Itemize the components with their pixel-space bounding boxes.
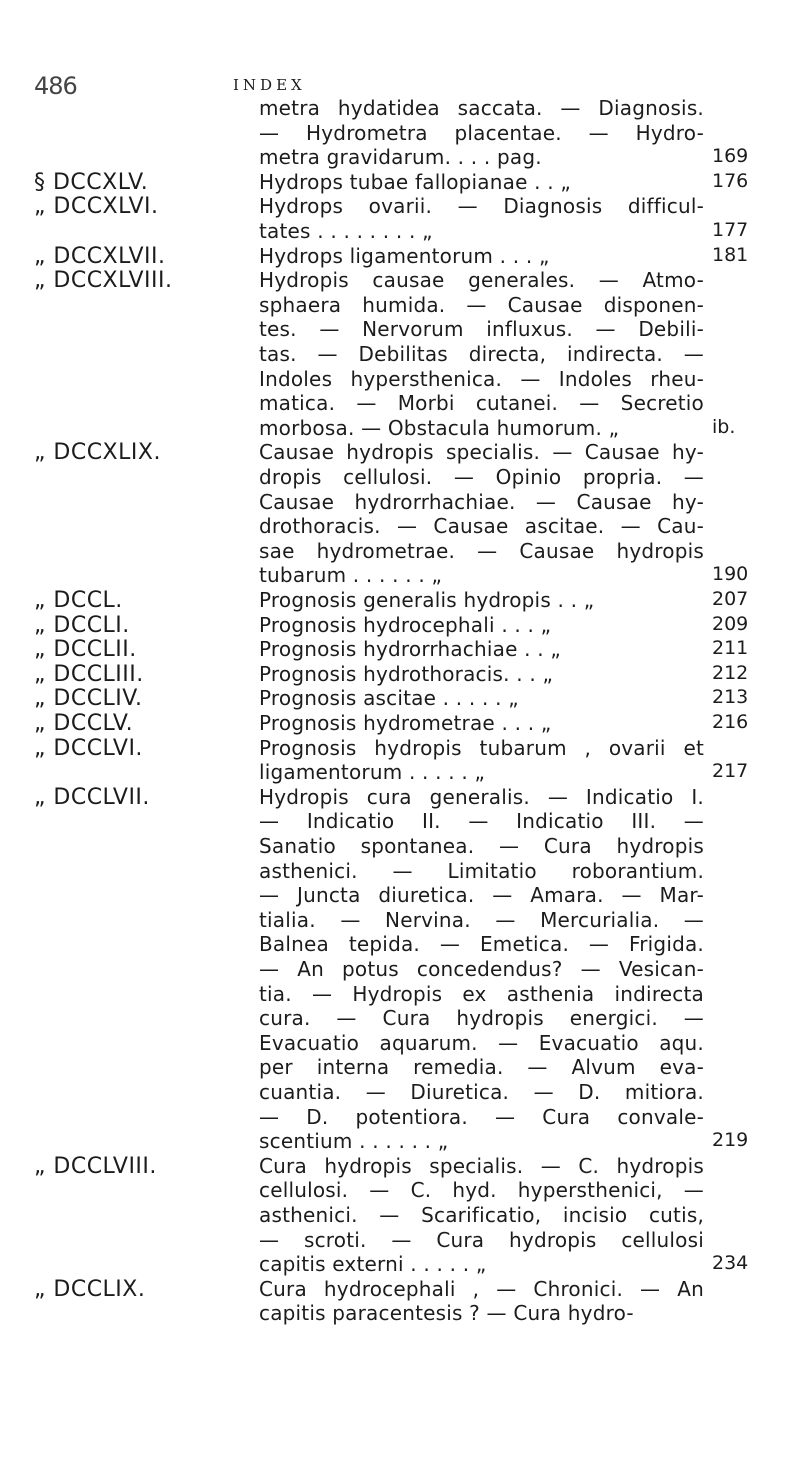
entry-line: metra hydatidea saccata. — Diagnosis.: [259, 96, 704, 120]
page-number: 486: [34, 72, 77, 100]
entry-line: scentium . . . . . . „: [259, 1129, 449, 1154]
section-number: „ DCCLV.: [34, 711, 134, 736]
section-number: „ DCCLIX.: [34, 1276, 146, 1302]
entry-text: [259, 662, 704, 687]
entry-text: [259, 613, 704, 638]
page-reference: 211: [712, 637, 749, 660]
section-number: „ DCCLIV.: [34, 686, 143, 712]
entry-line: per interna remedia. — Alvum eva-: [259, 1055, 704, 1080]
running-header: INDEX: [233, 76, 306, 94]
section-number: „ DCCLII.: [34, 637, 137, 663]
entry-line: — Juncta diuretica. — Amara. — Mar-: [259, 883, 704, 908]
entry-text: [259, 268, 704, 440]
entry-line: Balnea tepida. — Emetica. — Frigida.: [259, 932, 704, 957]
page-reference: 216: [712, 711, 749, 733]
entry-line: Hydrops ligamentorum . . . „: [259, 243, 550, 268]
entry-line: Indoles hypersthenica. — Indoles rheu-: [259, 366, 704, 391]
entry-text: [259, 686, 704, 711]
section-number: „ DCCXLVIII.: [34, 268, 173, 294]
entry-line: — Hydrometra placentae. — Hydro-: [259, 120, 704, 145]
entry-text: [259, 244, 704, 269]
entry-line: ligamentorum . . . . . „: [259, 760, 486, 785]
entry-text: [259, 170, 704, 195]
page-reference: 234: [712, 1252, 749, 1275]
entry-text: [259, 711, 704, 736]
entry-line: cellulosi. — C. hyd. hypersthenici, —: [259, 1178, 704, 1203]
entry-line: Prognosis generalis hydropis . . „: [259, 588, 595, 612]
entry-line: Prognosis hydrothoracis. . . „: [259, 661, 554, 686]
entry-line: Prognosis hydrorrhachiae . . „: [259, 637, 561, 662]
entry-line: Causae hydrorrhachiae. — Causae hy-: [259, 489, 704, 514]
entry-line: dropis cellulosi. — Opinio propria. —: [259, 464, 704, 489]
page-reference: 181: [712, 243, 749, 266]
section-number: „ DCCXLVII.: [34, 243, 166, 269]
entry-text: [259, 1277, 704, 1326]
entry-line: — scroti. — Cura hydropis cellulosi: [259, 1227, 704, 1252]
page-reference: 169: [712, 145, 749, 168]
entry-text: [259, 637, 704, 662]
entry-text: [259, 785, 704, 1154]
page-reference: ib.: [712, 415, 736, 438]
entry-line: — Indicatio II. — Indicatio III. —: [259, 809, 704, 834]
section-number: „ DCCLVI.: [34, 735, 143, 761]
page-reference: 213: [712, 686, 749, 709]
entry-line: tas. — Debilitas directa, indirecta. —: [259, 341, 704, 366]
entry-line: morbosa. — Obstacula humorum. „: [259, 415, 620, 440]
section-number: § DCCXLV.: [34, 169, 149, 195]
entry-line: Hydropis causae generales. — Atmo-: [259, 268, 704, 293]
entry-line: Prognosis ascitae . . . . . „: [259, 686, 519, 711]
page-reference: 212: [712, 661, 749, 684]
entry-line: capitis paracentesis ? — Cura hydro-: [259, 1301, 634, 1326]
section-number: „ DCCXLVI.: [34, 194, 159, 220]
entry-line: metra gravidarum. . . . pag.: [259, 145, 542, 170]
entry-text: [259, 96, 704, 170]
entry-text: [259, 194, 704, 243]
entry-line: Hydrops tubae fallopianae . . „: [259, 169, 571, 194]
page-reference: 207: [712, 588, 749, 610]
entry-line: sae hydrometrae. — Causae hydropis: [259, 538, 704, 563]
entry-line: Evacuatio aquarum. — Evacuatio aqu.: [259, 1030, 704, 1055]
section-number: „ DCCLI.: [34, 612, 130, 638]
entry-line: Hydropis cura generalis. — Indicatio I.: [259, 784, 704, 809]
entry-line: tes. — Nervorum influxus. — Debili-: [259, 317, 704, 342]
entry-line: tialia. — Nervina. — Mercurialia. —: [259, 907, 704, 932]
entry-line: sphaera humida. — Causae disponen-: [259, 292, 704, 317]
entry-line: Hydrops ovarii. — Diagnosis difficul-: [259, 194, 704, 219]
section-number: „ DCCL.: [34, 588, 123, 613]
entry-line: cuantia. — Diuretica. — D. mitiora.: [259, 1079, 704, 1104]
entry-line: cura. — Cura hydropis energici. —: [259, 1006, 704, 1031]
page-reference: 217: [712, 760, 749, 783]
entry-line: — D. potentiora. — Cura convale-: [259, 1104, 704, 1129]
page-reference: 209: [712, 612, 749, 635]
page-reference: 177: [712, 218, 749, 241]
entry-line: asthenici. — Scarificatio, incisio cutis,: [259, 1202, 704, 1227]
entry-line: tia. — Hydropis ex asthenia indirecta: [259, 981, 704, 1006]
page-reference: 176: [712, 169, 749, 192]
page-reference: 190: [712, 563, 749, 586]
entry-line: Prognosis hydrocephali . . . „: [259, 612, 552, 637]
entry-text: [259, 440, 704, 588]
entry-line: capitis externi . . . . . „: [259, 1252, 487, 1277]
entry-line: Prognosis hydropis tubarum , ovarii et: [259, 735, 704, 760]
entry-line: Causae hydropis specialis. — Causae hy-: [259, 440, 704, 465]
entry-line: asthenici. — Limitatio roborantium.: [259, 858, 704, 883]
entry-line: Cura hydrocephali , — Chronici. — An: [259, 1276, 704, 1301]
section-number: „ DCCLIII.: [34, 661, 144, 687]
entry-line: drothoracis. — Causae ascitae. — Cau-: [259, 514, 704, 539]
section-number: „ DCCLVII.: [34, 784, 150, 810]
section-number: „ DCCLVIII.: [34, 1153, 157, 1179]
entry-line: tubarum . . . . . . „: [259, 563, 443, 588]
entry-line: matica. — Morbi cutanei. — Secretio: [259, 391, 704, 416]
page-reference: 219: [712, 1129, 749, 1152]
entry-text: [259, 736, 704, 785]
entry-text: [259, 1154, 704, 1277]
entry-line: Sanatio spontanea. — Cura hydropis: [259, 833, 704, 858]
entry-line: Cura hydropis specialis. — C. hydropis: [259, 1153, 704, 1178]
entry-line: tates . . . . . . . . „: [259, 218, 433, 243]
entry-text: [259, 588, 704, 613]
entry-line: Prognosis hydrometrae . . . „: [259, 711, 552, 735]
entry-line: — An potus concedendus? — Vesican-: [259, 956, 704, 981]
section-number: „ DCCXLIX.: [34, 440, 161, 466]
